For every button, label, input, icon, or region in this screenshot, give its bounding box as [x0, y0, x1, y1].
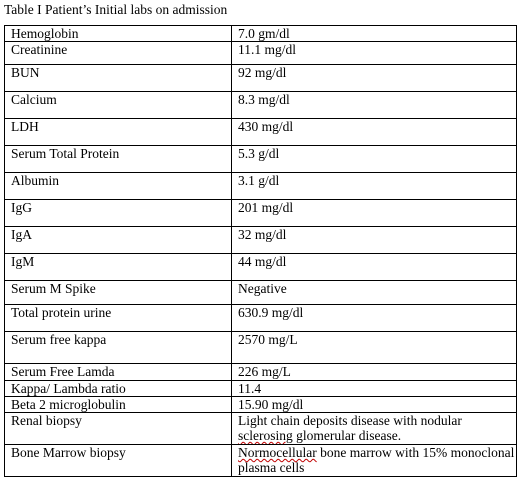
table-row: [5, 413, 517, 445]
table-row: [5, 65, 517, 92]
lab-value-cell: 226 mg/L: [232, 364, 517, 381]
lab-name-cell: Total protein urine: [5, 305, 232, 332]
lab-name-cell: LDH: [5, 119, 232, 146]
table-row: [5, 146, 517, 173]
lab-value-cell: 201 mg/dl: [232, 200, 517, 227]
table-row: [5, 119, 517, 146]
lab-value-cell: 92 mg/dl: [232, 65, 517, 92]
lab-name-cell: Serum Total Protein: [5, 146, 232, 173]
table-row: [5, 281, 517, 305]
lab-name-cell: IgM: [5, 254, 232, 281]
lab-value-cell: 5.3 g/dl: [232, 146, 517, 173]
table-row: [5, 26, 517, 42]
spellcheck-underlined-word: sclerosing: [238, 428, 293, 443]
lab-value-cell: 8.3 mg/dl: [232, 92, 517, 119]
lab-value-cell: 11.4: [232, 381, 517, 397]
lab-value-cell: [232, 413, 517, 445]
lab-name-cell: Serum M Spike: [5, 281, 232, 305]
table-row: [5, 364, 517, 381]
lab-value-cell: 15.90 mg/dl: [232, 397, 517, 413]
lab-name-cell: Renal biopsy: [5, 413, 232, 445]
lab-name-cell: Albumin: [5, 173, 232, 200]
lab-value-cell: 2570 mg/L: [232, 332, 517, 364]
labs-table: [4, 25, 517, 477]
lab-name-cell: Bone Marrow biopsy: [5, 445, 232, 477]
lab-name-cell: Serum Free Lamda: [5, 364, 232, 381]
lab-value-cell: 3.1 g/dl: [232, 173, 517, 200]
lab-name-cell: Calcium: [5, 92, 232, 119]
table-row: [5, 332, 517, 364]
lab-name-cell: Hemoglobin: [5, 26, 232, 42]
lab-value-cell: 430 mg/dl: [232, 119, 517, 146]
table-row: [5, 397, 517, 413]
lab-value-cell: Negative: [232, 281, 517, 305]
lab-value-cell: 630.9 mg/dl: [232, 305, 517, 332]
table-row: [5, 200, 517, 227]
lab-value-cell: 7.0 gm/dl: [232, 26, 517, 42]
spellcheck-underlined-word: Normocellular: [238, 445, 317, 460]
lab-value-text: glomerular disease.: [292, 428, 402, 443]
table-row: [5, 254, 517, 281]
lab-value-cell: 32 mg/dl: [232, 227, 517, 254]
lab-value-cell: 44 mg/dl: [232, 254, 517, 281]
table-row: [5, 92, 517, 119]
lab-value-text: bone marrow with 15% monoclonal plasma cells: [238, 445, 515, 475]
table-row: [5, 227, 517, 254]
lab-name-cell: Beta 2 microglobulin: [5, 397, 232, 413]
lab-name-cell: BUN: [5, 65, 232, 92]
table-row: [5, 381, 517, 397]
lab-value-text: Light chain deposits disease with nodular: [238, 413, 462, 428]
table-row: [5, 445, 517, 477]
lab-value-cell: [232, 445, 517, 477]
lab-name-cell: Creatinine: [5, 42, 232, 65]
lab-name-cell: IgA: [5, 227, 232, 254]
lab-value-cell: 11.1 mg/dl: [232, 42, 517, 65]
lab-name-cell: Kappa/ Lambda ratio: [5, 381, 232, 397]
table-row: [5, 42, 517, 65]
table-row: [5, 305, 517, 332]
lab-name-cell: IgG: [5, 200, 232, 227]
lab-name-cell: Serum free kappa: [5, 332, 232, 364]
table-caption: Table I Patient’s Initial labs on admission: [4, 2, 228, 17]
table-row: [5, 173, 517, 200]
